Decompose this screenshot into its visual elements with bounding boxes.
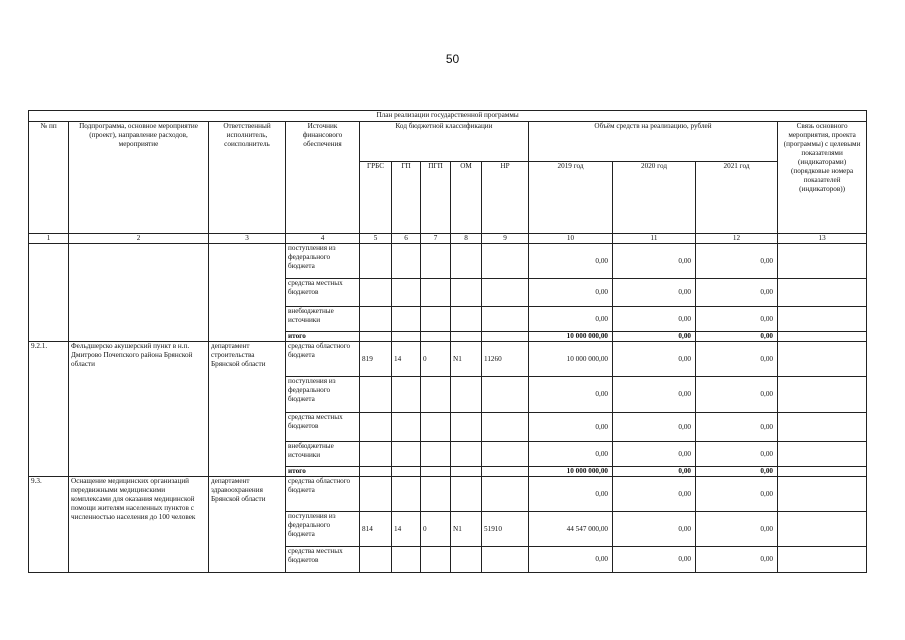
header-grbs: ГРБС (360, 162, 392, 234)
value-2020: 0,00 (613, 547, 696, 573)
header-om: ОМ (451, 162, 482, 234)
value-2021: 0,00 (696, 342, 778, 377)
value-2020: 0,00 (613, 442, 696, 467)
value-2019: 0,00 (529, 244, 613, 279)
source-cell: средства областного бюджета (286, 342, 360, 377)
col-number: 4 (286, 234, 360, 244)
value-2019: 44 547 000,00 (529, 512, 613, 547)
col-number: 3 (209, 234, 286, 244)
value-2020: 0,00 (613, 279, 696, 307)
col-number: 1 (29, 234, 69, 244)
value-2019: 0,00 (529, 377, 613, 413)
value-2019: 0,00 (529, 547, 613, 573)
source-cell: средства местных бюджетов (286, 547, 360, 573)
name-cell: Фельдшерско акушерский пункт в н.п. Дмитрово Почепского района Брянской области (69, 342, 209, 477)
np-cell: 51910 (482, 512, 529, 547)
col-number: 5 (360, 234, 392, 244)
value-2021: 0,00 (696, 477, 778, 512)
gp-cell: 14 (392, 512, 421, 547)
pgp-cell: 0 (421, 342, 451, 377)
value-2019: 0,00 (529, 307, 613, 332)
value-2020: 0,00 (613, 342, 696, 377)
value-2020: 0,00 (613, 467, 696, 477)
value-2020: 0,00 (613, 512, 696, 547)
value-2019: 10 000 000,00 (529, 467, 613, 477)
header-num: № пп (29, 122, 69, 234)
source-cell: средства местных бюджетов (286, 279, 360, 307)
table-title: План реализации государственной программы (29, 111, 867, 122)
om-cell: N1 (451, 342, 482, 377)
value-2019: 10 000 000,00 (529, 342, 613, 377)
value-2019: 0,00 (529, 442, 613, 467)
value-2021: 0,00 (696, 442, 778, 467)
value-2021: 0,00 (696, 512, 778, 547)
name-cell: Оснащение медицинских организаций передвижными медицинскими комплексами для оказания медицинской помощи жителям населенных пунктов с численностью населения до 100 человек (69, 477, 209, 573)
value-2021: 0,00 (696, 244, 778, 279)
source-cell: итого (286, 467, 360, 477)
value-2020: 0,00 (613, 413, 696, 442)
header-executor: Ответственный исполнитель, соисполнитель (209, 122, 286, 234)
header-source: Источник финансового обеспечения (286, 122, 360, 234)
program-plan-table (28, 110, 867, 573)
value-2021: 0,00 (696, 413, 778, 442)
source-cell: средства местных бюджетов (286, 413, 360, 442)
value-2021: 0,00 (696, 279, 778, 307)
executor-cell (209, 244, 286, 342)
value-2021: 0,00 (696, 332, 778, 342)
value-2020: 0,00 (613, 332, 696, 342)
source-cell: поступления из федерального бюджета (286, 244, 360, 279)
header-gp: ГП (392, 162, 421, 234)
num-cell: 9.2.1. (29, 342, 69, 477)
np-cell: 11260 (482, 342, 529, 377)
table-row (29, 342, 867, 377)
header-amount: Объём средств на реализацию, рублей (529, 122, 778, 162)
source-cell: внебюджетные источники (286, 307, 360, 332)
header-2020: 2020 год (613, 162, 696, 234)
value-2019: 10 000 000,00 (529, 332, 613, 342)
column-number-row (29, 234, 867, 244)
col-number: 12 (696, 234, 778, 244)
value-2019: 0,00 (529, 279, 613, 307)
value-2019: 0,00 (529, 477, 613, 512)
value-2020: 0,00 (613, 244, 696, 279)
pgp-cell: 0 (421, 512, 451, 547)
header-kbk: Код бюджетной классификации (360, 122, 529, 162)
header-np: НР (482, 162, 529, 234)
source-cell: внебюджетные источники (286, 442, 360, 467)
source-cell: средства областного бюджета (286, 477, 360, 512)
header-name: Подпрограмма, основное мероприятие (проект), направление расходов, мероприятие (69, 122, 209, 234)
num-cell (29, 244, 69, 342)
header-2021: 2021 год (696, 162, 778, 234)
value-2021: 0,00 (696, 377, 778, 413)
col-number: 7 (421, 234, 451, 244)
source-cell: итого (286, 332, 360, 342)
col-number: 13 (778, 234, 867, 244)
value-2020: 0,00 (613, 307, 696, 332)
value-2021: 0,00 (696, 307, 778, 332)
name-cell (69, 244, 209, 342)
source-cell: поступления из федерального бюджета (286, 512, 360, 547)
header-pgp: ПГП (421, 162, 451, 234)
table-row (29, 244, 867, 279)
col-number: 11 (613, 234, 696, 244)
grbs-cell: 814 (360, 512, 392, 547)
col-number: 6 (392, 234, 421, 244)
value-2020: 0,00 (613, 477, 696, 512)
value-2021: 0,00 (696, 467, 778, 477)
value-2020: 0,00 (613, 377, 696, 413)
table-row (29, 477, 867, 512)
grbs-cell: 819 (360, 342, 392, 377)
executor-cell: департамент здравоохранения Брянской области (209, 477, 286, 573)
source-cell: поступления из федерального бюджета (286, 377, 360, 413)
col-number: 8 (451, 234, 482, 244)
header-link: Связь основного мероприятия, проекта (программы) с целевыми показателями (индикаторами) (порядковые номера показателей (индикаторов)) (778, 122, 867, 234)
gp-cell: 14 (392, 342, 421, 377)
om-cell: N1 (451, 512, 482, 547)
col-number: 9 (482, 234, 529, 244)
page-number: 50 (445, 52, 460, 66)
header-2019: 2019 год (529, 162, 613, 234)
value-2019: 0,00 (529, 413, 613, 442)
col-number: 2 (69, 234, 209, 244)
col-number: 10 (529, 234, 613, 244)
executor-cell: департамент строительства Брянской области (209, 342, 286, 477)
num-cell: 9.3. (29, 477, 69, 573)
value-2021: 0,00 (696, 547, 778, 573)
